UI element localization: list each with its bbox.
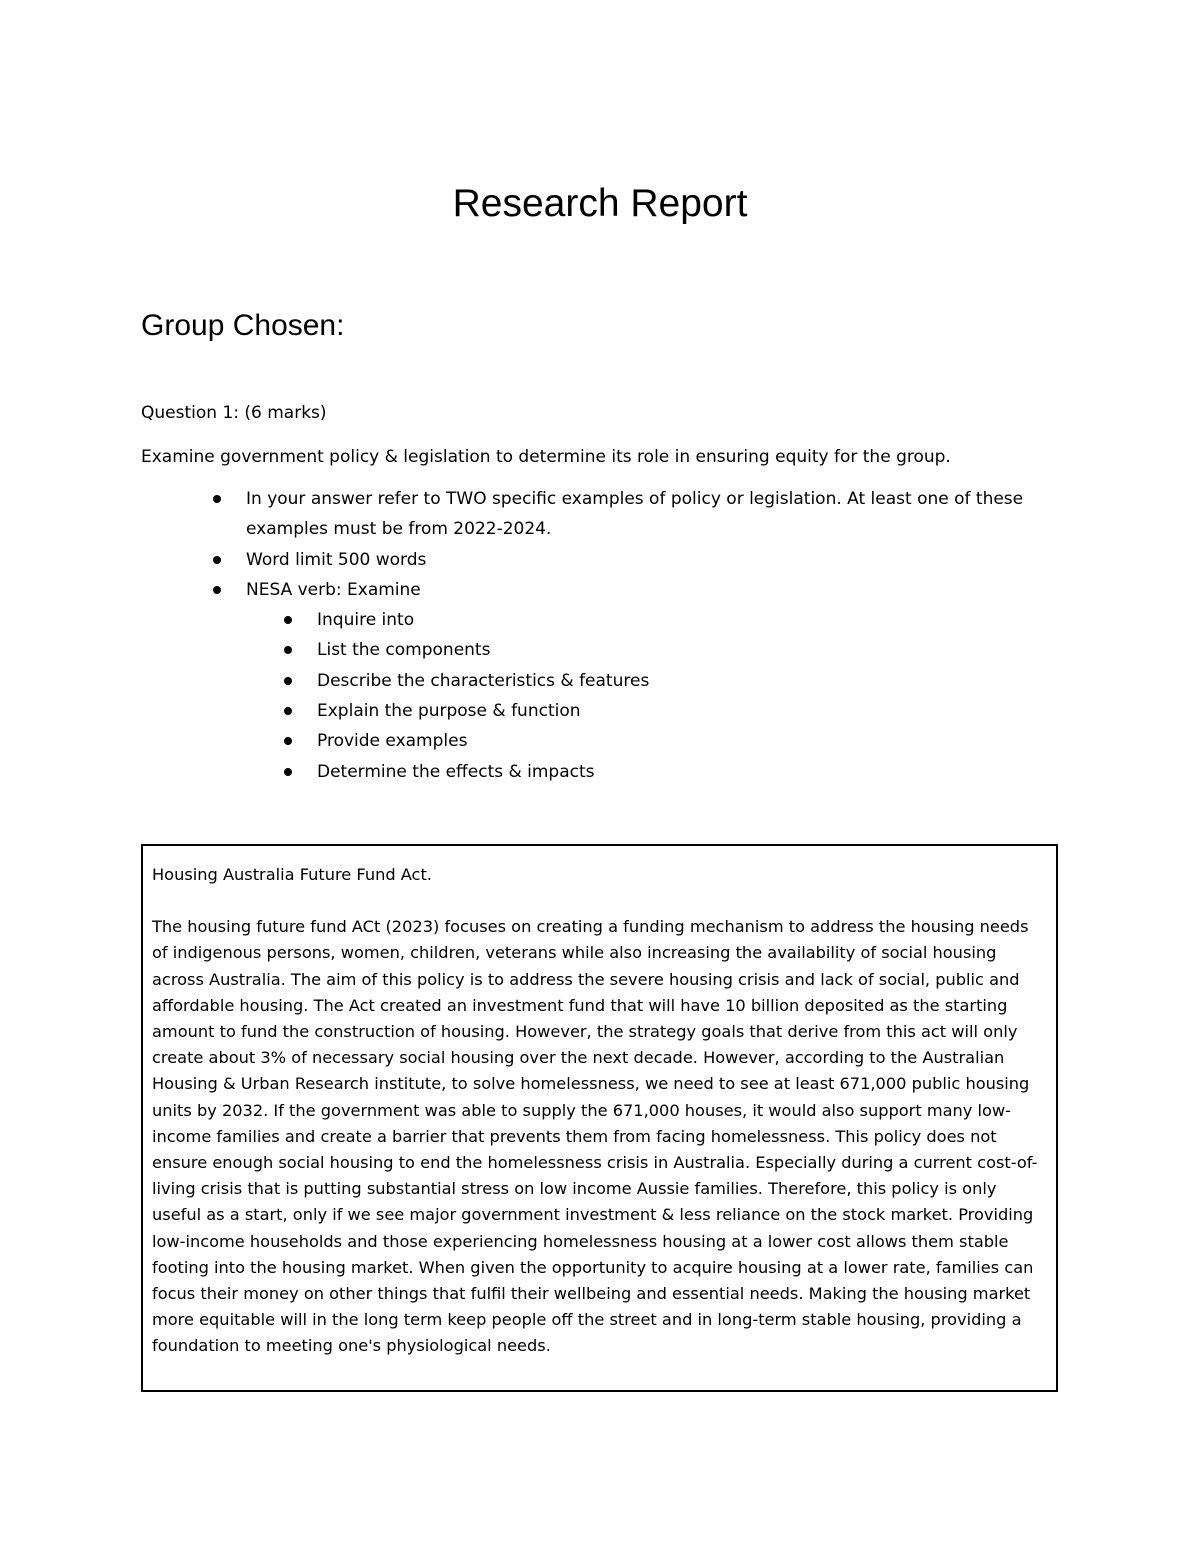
list-item <box>210 484 1060 545</box>
sub-list-item-text: Describe the characteristics & features <box>317 670 650 691</box>
sub-list-item <box>210 696 1060 726</box>
list-item-text: Word limit 500 words <box>246 549 427 570</box>
list-item-text: In your answer refer to TWO specific examples of policy or legislation. At least one of these examples must be from 2022-2024. <box>246 489 1024 540</box>
requirements-list <box>210 484 1060 787</box>
bullet-icon <box>284 677 292 685</box>
sub-list-item-text: Explain the purpose & function <box>317 701 581 722</box>
bullet-icon <box>284 737 292 745</box>
bullet-icon <box>284 616 292 624</box>
bullet-icon <box>284 646 292 654</box>
list-item-text: NESA verb: Examine <box>246 579 421 600</box>
sub-list-item <box>210 757 1060 787</box>
sub-list-item <box>210 605 1060 635</box>
sub-list-item-text: Determine the effects & impacts <box>317 761 595 782</box>
sub-list-item <box>210 666 1060 696</box>
answer-box <box>141 844 1058 1392</box>
list-item <box>210 545 1060 575</box>
page-title: Research Report <box>452 182 748 225</box>
bullet-icon <box>213 586 221 594</box>
sub-list-item <box>210 635 1060 665</box>
sub-list-item <box>210 726 1060 756</box>
list-item <box>210 575 1060 605</box>
answer-title: Housing Australia Future Fund Act. <box>152 865 432 884</box>
sub-list-item-text: List the components <box>317 640 491 661</box>
question-prompt: Examine government policy & legislation to determine its role in ensuring equity for the group. <box>141 447 951 467</box>
answer-body: The housing future fund ACt (2023) focuses on creating a funding mechanism to address the housing needs of indigenous persons, women, children, veterans while also increasing the availability of social housing across Australia. The aim of this policy is to address the severe housing crisis and lack of social, public and affordable housing. The Act created an investment fund that will have 10 billion deposited as the starting amount to fund the construction of housing. However, the strategy goals that derive from this act will only create about 3% of necessary social housing over the next decade. However, according to the Australian Housing & Urban Research institute, to solve homelessness, we need to see at least 671,000 public housing units by 2032. If the government was able to supply the 671,000 houses, it would also support many low-income families and create a barrier that prevents them from facing homelessness. This policy does not ensure enough social housing to end the homelessness crisis in Australia. Especially during a current cost-of-living crisis that is putting substantial stress on low income Aussie families. Therefore, this policy is only useful as a start, only if we see major government investment & less reliance on the stock market. Providing low-income households and those experiencing homelessness housing at a lower cost allows them stable footing into the housing market. When given the opportunity to acquire housing at a lower rate, families can focus their money on other things that fulfil their wellbeing and essential needs. Making the housing market more equitable will in the long term keep people off the street and in long-term stable housing, providing a foundation to meeting one's physiological needs. <box>152 917 1038 1356</box>
group-heading: Group Chosen: <box>141 309 345 342</box>
question-label: Question 1: (6 marks) <box>141 403 327 423</box>
sub-list-item-text: Provide examples <box>317 731 468 752</box>
bullet-icon <box>213 556 221 564</box>
bullet-icon <box>284 768 292 776</box>
sub-list-item-text: Inquire into <box>317 610 415 631</box>
bullet-icon <box>284 707 292 715</box>
bullet-icon <box>213 495 221 503</box>
